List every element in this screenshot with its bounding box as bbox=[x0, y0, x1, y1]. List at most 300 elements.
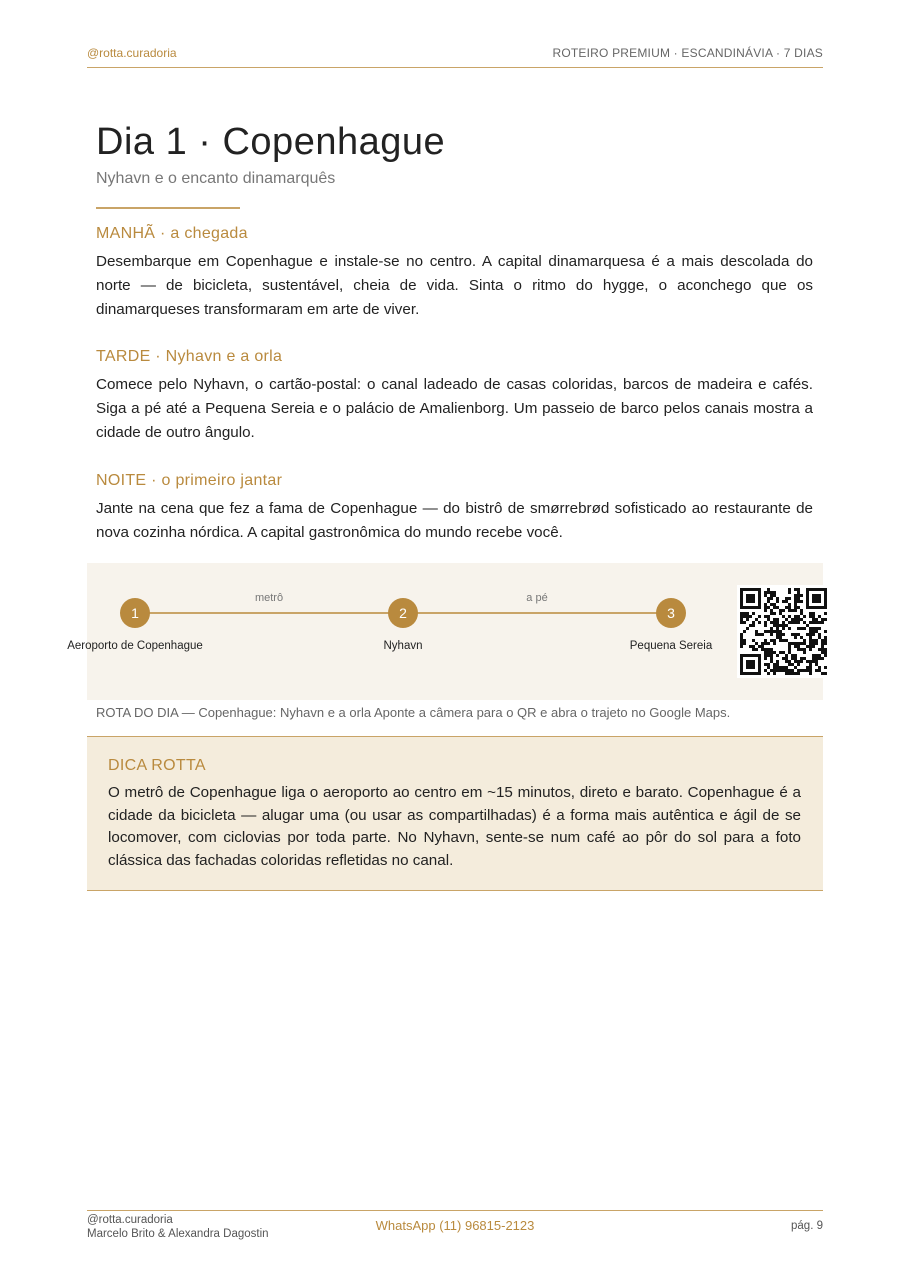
qr-module bbox=[764, 624, 767, 627]
qr-module bbox=[794, 633, 797, 636]
qr-module bbox=[764, 630, 767, 633]
qr-module bbox=[812, 621, 815, 624]
qr-module bbox=[794, 645, 797, 648]
qr-module bbox=[761, 633, 764, 636]
qr-module bbox=[746, 618, 749, 621]
qr-module bbox=[806, 624, 809, 627]
route-panel bbox=[87, 563, 823, 700]
qr-module bbox=[788, 669, 791, 672]
qr-module bbox=[797, 621, 800, 624]
qr-module bbox=[785, 672, 788, 675]
qr-module bbox=[788, 591, 791, 594]
qr-module bbox=[815, 621, 818, 624]
qr-module bbox=[824, 642, 827, 645]
qr-module bbox=[812, 654, 815, 657]
qr-module bbox=[803, 657, 806, 660]
qr-module bbox=[773, 618, 776, 621]
qr-module bbox=[803, 669, 806, 672]
qr-module bbox=[788, 648, 791, 651]
qr-module bbox=[794, 615, 797, 618]
qr-module bbox=[809, 642, 812, 645]
qr-module bbox=[770, 621, 773, 624]
footer-handle: @rotta.curadoria bbox=[87, 1214, 173, 1226]
qr-module bbox=[758, 645, 761, 648]
qr-module bbox=[761, 642, 764, 645]
qr-module bbox=[812, 642, 815, 645]
qr-module bbox=[755, 633, 758, 636]
qr-module bbox=[764, 615, 767, 618]
qr-module bbox=[824, 639, 827, 642]
qr-module bbox=[770, 633, 773, 636]
qr-module bbox=[791, 618, 794, 621]
tip-body: O metrô de Copenhague liga o aeroporto ao centro em ~15 minutos, direto e barato. Copenhague é a cidade da bicicleta — alugar uma (ou usar as compartilhadas) é a forma mais autêntica e ágil de se locomover, com ciclovias por toda parte. No Nyhavn, sente-se num café ao pôr do sol para a foto clássica das fachadas coloridas refletidas no canal. bbox=[108, 784, 801, 869]
qr-module bbox=[758, 621, 761, 624]
section-body-night: Jante na cena que fez a fama de Copenhague — do bistrô de smørrebrød sofisticado ao restaurante de nova cozinha nórdica. A capital gastronômica do mundo recebe você. bbox=[96, 500, 813, 541]
qr-module bbox=[767, 654, 770, 657]
qr-module bbox=[764, 609, 767, 612]
qr-module bbox=[809, 666, 812, 669]
route-stop-marker-3: 3 bbox=[656, 598, 686, 628]
qr-module bbox=[797, 588, 800, 591]
qr-module bbox=[761, 648, 764, 651]
qr-module bbox=[770, 609, 773, 612]
qr-module bbox=[812, 639, 815, 642]
qr-module bbox=[803, 621, 806, 624]
qr-module bbox=[755, 642, 758, 645]
qr-module bbox=[770, 660, 773, 663]
qr-module bbox=[824, 654, 827, 657]
qr-module bbox=[779, 636, 782, 639]
qr-module bbox=[809, 627, 812, 630]
qr-module bbox=[809, 639, 812, 642]
qr-module bbox=[794, 660, 797, 663]
qr-module bbox=[788, 663, 791, 666]
qr-module bbox=[797, 600, 800, 603]
qr-module bbox=[767, 615, 770, 618]
qr-module bbox=[794, 672, 797, 675]
page-number: pág. 9 bbox=[791, 1220, 823, 1232]
qr-module bbox=[785, 624, 788, 627]
qr-module bbox=[764, 606, 767, 609]
qr-module bbox=[746, 612, 749, 615]
qr-module bbox=[800, 648, 803, 651]
route-stop-label-3: Pequena Sereia bbox=[629, 640, 713, 652]
qr-module bbox=[758, 633, 761, 636]
qr-module bbox=[791, 642, 794, 645]
qr-module bbox=[815, 642, 818, 645]
qr-module bbox=[776, 663, 779, 666]
qr-module bbox=[764, 639, 767, 642]
qr-module bbox=[815, 618, 818, 621]
qr-module bbox=[746, 615, 749, 618]
qr-module bbox=[749, 624, 752, 627]
qr-module bbox=[809, 633, 812, 636]
qr-module bbox=[755, 648, 758, 651]
qr-module bbox=[752, 639, 755, 642]
qr-module bbox=[791, 621, 794, 624]
qr-module bbox=[776, 624, 779, 627]
qr-module bbox=[773, 672, 776, 675]
qr-module bbox=[794, 654, 797, 657]
qr-module bbox=[764, 669, 767, 672]
qr-module bbox=[776, 627, 779, 630]
qr-module bbox=[740, 633, 743, 636]
qr-module bbox=[812, 615, 815, 618]
qr-module bbox=[767, 597, 770, 600]
qr-module bbox=[809, 648, 812, 651]
qr-module bbox=[797, 642, 800, 645]
qr-module bbox=[818, 657, 821, 660]
qr-module bbox=[812, 627, 815, 630]
qr-module bbox=[773, 669, 776, 672]
qr-module bbox=[800, 612, 803, 615]
route-mode-1: metrô bbox=[254, 592, 284, 604]
qr-module bbox=[779, 609, 782, 612]
qr-module bbox=[740, 621, 743, 624]
qr-module bbox=[767, 591, 770, 594]
qr-module bbox=[779, 633, 782, 636]
tip-title: DICA ROTTA bbox=[108, 757, 206, 774]
qr-module bbox=[824, 666, 827, 669]
qr-module bbox=[764, 663, 767, 666]
qr-module bbox=[770, 627, 773, 630]
qr-module bbox=[812, 612, 815, 615]
qr-module bbox=[806, 660, 809, 663]
qr-module bbox=[776, 636, 779, 639]
qr-module bbox=[752, 612, 755, 615]
qr-module bbox=[776, 660, 779, 663]
route-segment-1 bbox=[135, 612, 403, 614]
qr-module bbox=[809, 621, 812, 624]
qr-module bbox=[776, 618, 779, 621]
qr-module bbox=[788, 609, 791, 612]
qr-module bbox=[740, 639, 743, 642]
qr-module bbox=[794, 597, 797, 600]
qr-module bbox=[776, 621, 779, 624]
qr-module bbox=[803, 651, 806, 654]
qr-module bbox=[797, 627, 800, 630]
qr-module bbox=[797, 633, 800, 636]
qr-module bbox=[764, 591, 767, 594]
route-mode-2: a pé bbox=[526, 592, 548, 604]
qr-module bbox=[785, 669, 788, 672]
qr-module bbox=[770, 612, 773, 615]
qr-module bbox=[773, 651, 776, 654]
qr-module bbox=[788, 651, 791, 654]
qr-module bbox=[785, 606, 788, 609]
qr-module bbox=[770, 591, 773, 594]
qr-module bbox=[770, 651, 773, 654]
qr-module bbox=[740, 612, 743, 615]
qr-module bbox=[815, 627, 818, 630]
qr-module bbox=[812, 660, 815, 663]
qr-module bbox=[743, 612, 746, 615]
qr-module bbox=[794, 588, 797, 591]
qr-module bbox=[815, 654, 818, 657]
qr-module bbox=[800, 618, 803, 621]
qr-module bbox=[743, 621, 746, 624]
qr-module bbox=[800, 600, 803, 603]
qr-module bbox=[767, 651, 770, 654]
qr-module bbox=[818, 666, 821, 669]
qr-module bbox=[800, 636, 803, 639]
qr-module bbox=[809, 663, 812, 666]
route-segment-2 bbox=[403, 612, 671, 614]
qr-module bbox=[767, 666, 770, 669]
qr-module bbox=[824, 612, 827, 615]
qr-module bbox=[743, 630, 746, 633]
qr-module bbox=[782, 666, 785, 669]
qr-module bbox=[752, 621, 755, 624]
qr-module bbox=[767, 642, 770, 645]
qr-module bbox=[800, 609, 803, 612]
qr-module bbox=[773, 639, 776, 642]
qr-module bbox=[794, 609, 797, 612]
qr-module bbox=[782, 624, 785, 627]
qr-module bbox=[743, 639, 746, 642]
qr-module bbox=[764, 603, 767, 606]
qr-module bbox=[797, 594, 800, 597]
qr-module bbox=[770, 639, 773, 642]
qr-module bbox=[812, 657, 815, 660]
qr-module bbox=[821, 639, 824, 642]
qr-module bbox=[818, 636, 821, 639]
qr-module bbox=[740, 645, 743, 648]
qr-module bbox=[773, 666, 776, 669]
qr-module bbox=[773, 612, 776, 615]
route-stop-label-2: Nyhavn bbox=[383, 640, 423, 652]
qr-module bbox=[791, 609, 794, 612]
section-body-afternoon: Comece pelo Nyhavn, o cartão-postal: o canal ladeado de casas coloridas, barcos de madeira e cafés. Siga a pé até a Pequena Sereia e o palácio de Amalienborg. Um passeio de barco pelos canais mostra a cidade de outro ângulo. bbox=[96, 376, 813, 441]
qr-module bbox=[776, 630, 779, 633]
qr-module bbox=[776, 633, 779, 636]
qr-module bbox=[782, 609, 785, 612]
section-body-morning: Desembarque em Copenhague e instale-se no centro. A capital dinamarquesa é a mais descolada do norte — de bicicleta, sustentável, cheia de vida. Sinta o ritmo do hygge, o aconchego que os dinamarqueses transformaram em arte de viver. bbox=[96, 253, 813, 318]
qr-module bbox=[797, 645, 800, 648]
qr-module bbox=[764, 621, 767, 624]
qr-module bbox=[746, 627, 749, 630]
qr-module bbox=[821, 657, 824, 660]
qr-module bbox=[803, 648, 806, 651]
qr-module bbox=[776, 606, 779, 609]
qr-module bbox=[752, 624, 755, 627]
qr-module bbox=[785, 654, 788, 657]
qr-module bbox=[749, 615, 752, 618]
qr-module bbox=[773, 591, 776, 594]
qr-module bbox=[794, 642, 797, 645]
qr-module bbox=[773, 606, 776, 609]
qr-module bbox=[800, 594, 803, 597]
qr-module bbox=[755, 618, 758, 621]
qr-module bbox=[752, 645, 755, 648]
qr-module bbox=[779, 666, 782, 669]
qr-module bbox=[788, 597, 791, 600]
title-divider bbox=[96, 207, 240, 209]
page-footer bbox=[87, 1210, 823, 1251]
qr-module bbox=[797, 597, 800, 600]
qr-module bbox=[782, 639, 785, 642]
qr-module bbox=[794, 621, 797, 624]
qr-module bbox=[773, 624, 776, 627]
footer-whatsapp-link[interactable]: WhatsApp (11) 96815-2123 bbox=[375, 1218, 535, 1233]
qr-module bbox=[815, 657, 818, 660]
qr-module bbox=[740, 618, 743, 621]
qr-module bbox=[821, 618, 824, 621]
qr-module bbox=[740, 636, 743, 639]
qr-module bbox=[770, 597, 773, 600]
day-subtitle: Nyhavn e o encanto dinamarquês bbox=[96, 170, 336, 187]
qr-module bbox=[791, 663, 794, 666]
qr-module bbox=[797, 672, 800, 675]
qr-module bbox=[821, 645, 824, 648]
qr-module bbox=[809, 630, 812, 633]
qr-module bbox=[794, 606, 797, 609]
qr-module bbox=[809, 615, 812, 618]
qr-module bbox=[770, 603, 773, 606]
qr-module bbox=[818, 633, 821, 636]
section-heading-afternoon: TARDE · Nyhavn e a orla bbox=[96, 348, 283, 365]
route-caption: ROTA DO DIA — Copenhague: Nyhavn e a orla Aponte a câmera para o QR e abra o trajeto no Google Maps. bbox=[96, 705, 731, 720]
qr-module bbox=[818, 648, 821, 651]
qr-module bbox=[788, 621, 791, 624]
qr-module bbox=[755, 630, 758, 633]
qr-module bbox=[782, 600, 785, 603]
qr-module bbox=[794, 657, 797, 660]
qr-module bbox=[749, 645, 752, 648]
qr-module bbox=[764, 594, 767, 597]
route-stop-label-1: Aeroporto de Copenhague bbox=[67, 640, 203, 652]
qr-code-icon[interactable] bbox=[737, 585, 830, 678]
qr-module bbox=[785, 660, 788, 663]
qr-module bbox=[818, 615, 821, 618]
qr-module bbox=[785, 639, 788, 642]
qr-module bbox=[767, 600, 770, 603]
qr-module bbox=[788, 603, 791, 606]
qr-module bbox=[752, 648, 755, 651]
qr-module bbox=[815, 660, 818, 663]
qr-module bbox=[767, 588, 770, 591]
qr-module bbox=[794, 600, 797, 603]
qr-module bbox=[803, 639, 806, 642]
qr-module bbox=[740, 615, 743, 618]
qr-module bbox=[767, 672, 770, 675]
qr-module bbox=[740, 642, 743, 645]
qr-module bbox=[791, 672, 794, 675]
route-stop-marker-1: 1 bbox=[120, 598, 150, 628]
qr-module bbox=[809, 669, 812, 672]
qr-module bbox=[779, 624, 782, 627]
qr-module bbox=[782, 615, 785, 618]
qr-module bbox=[821, 648, 824, 651]
qr-module bbox=[788, 615, 791, 618]
qr-module bbox=[815, 663, 818, 666]
qr-module bbox=[773, 621, 776, 624]
qr-module bbox=[788, 627, 791, 630]
qr-module bbox=[800, 660, 803, 663]
qr-module bbox=[797, 606, 800, 609]
qr-module bbox=[824, 618, 827, 621]
qr-module bbox=[788, 606, 791, 609]
qr-module bbox=[791, 657, 794, 660]
qr-module bbox=[797, 615, 800, 618]
qr-module bbox=[779, 612, 782, 615]
qr-module bbox=[776, 597, 779, 600]
qr-module bbox=[794, 666, 797, 669]
qr-module bbox=[797, 618, 800, 621]
qr-module bbox=[812, 633, 815, 636]
qr-module bbox=[800, 642, 803, 645]
qr-module bbox=[770, 654, 773, 657]
qr-module bbox=[782, 633, 785, 636]
qr-module bbox=[779, 639, 782, 642]
qr-module bbox=[824, 630, 827, 633]
qr-module bbox=[743, 615, 746, 618]
qr-module bbox=[818, 621, 821, 624]
section-heading-morning: MANHÃ · a chegada bbox=[96, 225, 248, 242]
qr-module bbox=[824, 648, 827, 651]
qr-module bbox=[815, 669, 818, 672]
qr-module bbox=[773, 594, 776, 597]
qr-module bbox=[764, 642, 767, 645]
qr-module bbox=[824, 636, 827, 639]
qr-module bbox=[767, 618, 770, 621]
qr-module bbox=[803, 627, 806, 630]
qr-module bbox=[767, 630, 770, 633]
qr-module bbox=[800, 657, 803, 660]
qr-module bbox=[812, 645, 815, 648]
qr-module bbox=[794, 603, 797, 606]
qr-module bbox=[782, 657, 785, 660]
qr-module bbox=[797, 648, 800, 651]
qr-module bbox=[800, 627, 803, 630]
qr-module bbox=[782, 669, 785, 672]
qr-module bbox=[809, 660, 812, 663]
footer-authors: Marcelo Brito & Alexandra Dagostin bbox=[87, 1228, 269, 1240]
qr-module bbox=[797, 591, 800, 594]
qr-module bbox=[794, 636, 797, 639]
qr-module bbox=[776, 654, 779, 657]
qr-module bbox=[806, 645, 809, 648]
qr-module bbox=[788, 642, 791, 645]
qr-module bbox=[761, 645, 764, 648]
qr-module bbox=[764, 657, 767, 660]
qr-module bbox=[806, 666, 809, 669]
qr-module bbox=[791, 669, 794, 672]
qr-module bbox=[821, 651, 824, 654]
qr-module bbox=[806, 633, 809, 636]
day-title: Dia 1 · Copenhague bbox=[96, 121, 446, 163]
qr-module bbox=[773, 630, 776, 633]
qr-module bbox=[764, 654, 767, 657]
qr-module bbox=[809, 672, 812, 675]
qr-module bbox=[767, 648, 770, 651]
qr-module bbox=[776, 600, 779, 603]
qr-module bbox=[773, 663, 776, 666]
qr-module bbox=[794, 618, 797, 621]
qr-module bbox=[791, 654, 794, 657]
header-handle: @rotta.curadoria bbox=[87, 46, 177, 60]
qr-module bbox=[815, 639, 818, 642]
qr-module bbox=[779, 651, 782, 654]
qr-module bbox=[767, 606, 770, 609]
page-header bbox=[87, 40, 823, 68]
qr-module bbox=[803, 642, 806, 645]
qr-module bbox=[821, 621, 824, 624]
qr-module bbox=[797, 660, 800, 663]
qr-module bbox=[785, 666, 788, 669]
qr-module bbox=[776, 669, 779, 672]
qr-module bbox=[779, 669, 782, 672]
